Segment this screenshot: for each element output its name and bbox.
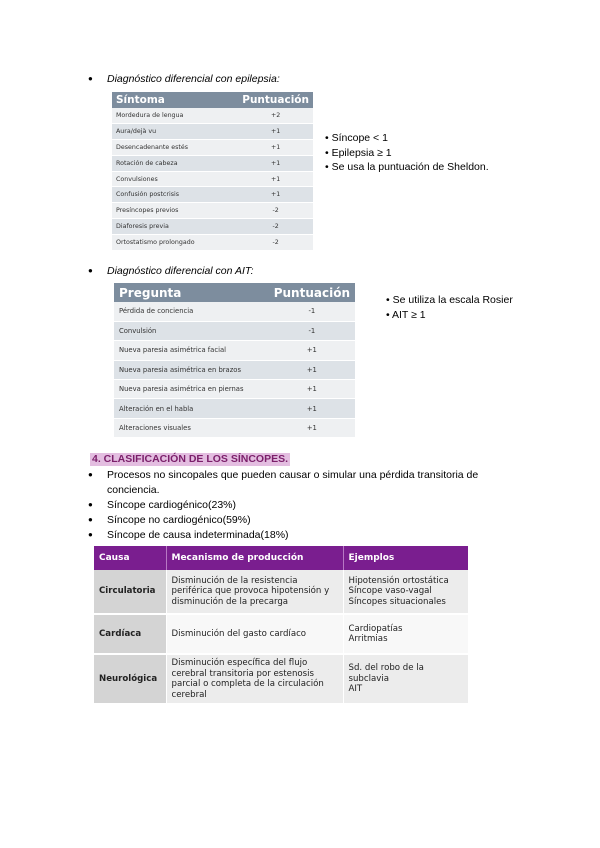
ait-title-line xyxy=(88,264,388,278)
table-row xyxy=(94,654,468,704)
example-line: Hipotensión ortostática xyxy=(348,575,449,586)
cell-symptom: Convulsiones xyxy=(112,171,238,187)
cell-cause: Neurológica xyxy=(94,654,166,704)
cell-mechanism xyxy=(166,654,343,704)
mechanism-line: cerebral transitoria por estenosis xyxy=(171,668,314,679)
cell-score: +1 xyxy=(269,360,355,379)
table-row xyxy=(112,234,313,250)
list-item-text: Síncope no cardiogénico(59%) xyxy=(107,514,251,526)
note-sheldon: • Se usa la puntuación de Sheldon. xyxy=(325,161,489,173)
table-row xyxy=(112,155,313,171)
table-row xyxy=(112,187,313,203)
sheldon-table xyxy=(112,92,313,251)
epilepsy-title: Diagnóstico diferencial con epilepsia: xyxy=(107,73,280,85)
cell-score: +1 xyxy=(238,140,313,156)
cell-symptom: Presíncopes previos xyxy=(112,203,238,219)
cell-score: +1 xyxy=(238,171,313,187)
cell-cause: Circulatoria xyxy=(94,570,166,614)
clasificacion-table xyxy=(94,546,468,705)
table-row xyxy=(114,360,355,379)
header-causa: Causa xyxy=(94,546,166,570)
bullet-icon: ● xyxy=(88,530,93,539)
cell-score: -2 xyxy=(238,203,313,219)
rosier-notes xyxy=(386,293,513,322)
list-item xyxy=(88,498,518,512)
example-line: subclavia xyxy=(348,673,389,684)
cell-symptom: Rotación de cabeza xyxy=(112,155,238,171)
example-line: AIT xyxy=(348,684,363,695)
cell-examples xyxy=(343,570,468,614)
cell-score: +1 xyxy=(238,187,313,203)
list-item-continuation xyxy=(88,483,518,497)
table-row xyxy=(112,219,313,235)
list-item xyxy=(88,528,518,542)
cell-score: +2 xyxy=(238,108,313,124)
sheldon-notes xyxy=(325,131,489,175)
cell-score: -2 xyxy=(238,219,313,235)
note-rosier: • Se utiliza la escala Rosier xyxy=(386,294,513,306)
table-row xyxy=(114,399,355,418)
table-row xyxy=(94,614,468,654)
table-row xyxy=(112,140,313,156)
cell-question: Nueva paresia asimétrica facial xyxy=(114,341,269,360)
note-ait: • AIT ≥ 1 xyxy=(386,308,426,321)
header-mecanismo: Mecanismo de producción xyxy=(166,546,343,570)
table-row xyxy=(114,418,355,437)
cell-examples xyxy=(343,654,468,704)
cell-mechanism xyxy=(166,614,343,654)
table-row xyxy=(112,124,313,140)
cell-examples xyxy=(343,614,468,654)
bullet-icon: ● xyxy=(88,266,93,275)
cell-score: +1 xyxy=(269,341,355,360)
bullet-icon: ● xyxy=(88,470,93,479)
header-puntuacion: Puntuación xyxy=(238,92,313,108)
bullet-icon: ● xyxy=(88,74,93,83)
cell-symptom: Confusión postcrisis xyxy=(112,187,238,203)
cell-question: Nueva paresia asimétrica en piernas xyxy=(114,380,269,399)
mechanism-line: Disminución de la resistencia xyxy=(171,575,298,586)
example-line: Sd. del robo de la xyxy=(348,663,424,674)
rosier-table xyxy=(114,283,355,438)
section-heading-clasificacion: 4. CLASIFICACIÓN DE LOS SÍNCOPES. xyxy=(92,453,289,465)
cell-score: -1 xyxy=(269,321,355,340)
table-row xyxy=(114,380,355,399)
cell-score: +1 xyxy=(269,399,355,418)
cell-score: -2 xyxy=(238,234,313,250)
cell-symptom: Desencadenante estés xyxy=(112,140,238,156)
cell-question: Alteraciones visuales xyxy=(114,418,269,437)
table-row xyxy=(112,171,313,187)
cell-symptom: Mordedura de lengua xyxy=(112,108,238,124)
cell-score: +1 xyxy=(269,380,355,399)
cell-question: Nueva paresia asimétrica en brazos xyxy=(114,360,269,379)
bullet-icon: ● xyxy=(88,500,93,509)
table-row xyxy=(114,341,355,360)
header-ejemplos: Ejemplos xyxy=(343,546,468,570)
cell-mechanism xyxy=(166,570,343,614)
cell-score: +1 xyxy=(238,124,313,140)
list-item-text: Procesos no sincopales que pueden causar o simular una pérdida transitoria de xyxy=(107,469,479,481)
list-item-text: Síncope de causa indeterminada(18%) xyxy=(107,529,289,541)
list-item xyxy=(88,468,518,482)
table-row xyxy=(114,321,355,340)
table-row xyxy=(94,570,468,614)
example-line: Síncopes situacionales xyxy=(348,596,446,607)
cell-score: +1 xyxy=(269,418,355,437)
mechanism-line: periférica que provoca hipotensión y xyxy=(171,586,330,597)
table-row xyxy=(112,108,313,124)
mechanism-line: Disminución del gasto cardíaco xyxy=(171,628,307,639)
note-epilepsia: • Epilepsia ≥ 1 xyxy=(325,146,392,159)
mechanism-line: parcial o completa de la circulación xyxy=(171,679,324,689)
example-line: Síncope vaso-vagal xyxy=(348,586,432,597)
mechanism-line: disminución de la precarga xyxy=(171,596,289,607)
note-sincope: • Síncope < 1 xyxy=(325,132,388,144)
header-sintoma: Síntoma xyxy=(112,92,238,108)
mechanism-line: Disminución específica del flujo xyxy=(171,658,308,668)
mechanism-line: cerebral xyxy=(171,689,207,700)
list-item xyxy=(88,513,518,527)
list-item-text: Síncope cardiogénico(23%) xyxy=(107,499,236,511)
list-item-text: conciencia. xyxy=(107,484,160,496)
ait-title: Diagnóstico diferencial con AIT: xyxy=(107,265,254,277)
cell-score: -1 xyxy=(269,302,355,321)
cell-symptom: Ortostatismo prolongado xyxy=(112,234,238,250)
cell-symptom: Aura/dejà vu xyxy=(112,124,238,140)
example-line: Arritmias xyxy=(348,634,388,644)
epilepsy-title-line xyxy=(88,72,388,86)
header-pregunta: Pregunta xyxy=(114,283,269,302)
cell-question: Pérdida de conciencia xyxy=(114,302,269,321)
header-puntuacion: Puntuación xyxy=(269,283,355,302)
table-row xyxy=(114,302,355,321)
cell-cause: Cardíaca xyxy=(94,614,166,654)
cell-question: Convulsión xyxy=(114,321,269,340)
cell-question: Alteración en el habla xyxy=(114,399,269,418)
cell-symptom: Diaforesis previa xyxy=(112,219,238,235)
cell-score: +1 xyxy=(238,155,313,171)
example-line: Cardiopatías xyxy=(348,623,403,634)
table-row xyxy=(112,203,313,219)
bullet-icon: ● xyxy=(88,515,93,524)
